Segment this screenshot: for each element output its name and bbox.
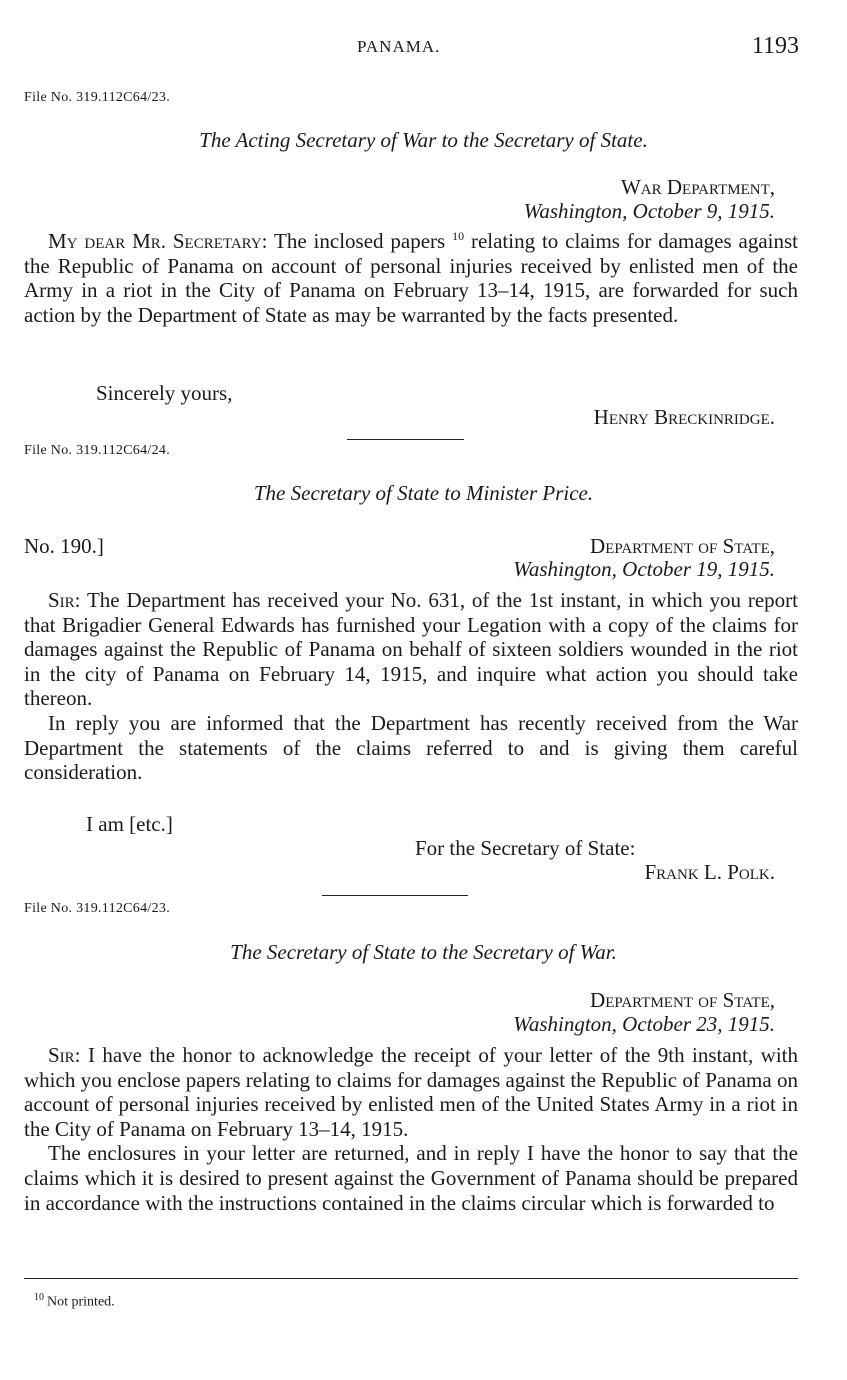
letter-department: Department of State,: [590, 988, 775, 1012]
footnote-rule: [24, 1278, 798, 1279]
footnote-reference: 10: [452, 229, 465, 243]
letter-signature: Frank L. Polk.: [644, 860, 775, 884]
footnote-marker: 10: [34, 1292, 44, 1303]
salutation: Sir:: [48, 588, 81, 612]
body-text: The inclosed papers: [274, 229, 446, 253]
letter-heading: The Secretary of State to the Secretary of War.: [230, 940, 617, 964]
letter-heading: The Acting Secretary of War to the Secretary of State.: [199, 128, 648, 152]
letter-place-date: Washington, October 19, 1915.: [513, 557, 775, 581]
letter-closing: I am [etc.]: [86, 812, 173, 836]
file-number: File No. 319.112C64/24.: [24, 443, 170, 458]
letter-place-date: Washington, October 9, 1915.: [523, 199, 775, 223]
file-number: File No. 319.112C64/23.: [24, 901, 170, 916]
section-divider: [322, 895, 468, 896]
section-divider: [347, 439, 464, 440]
body-text: The enclosures in your letter are returned, and in reply I have the honor to say that the claims which it is desired to present against the Government of Panama should be prepared in accordance with the instructions contained in the claims circular which is forwarded to: [24, 1141, 798, 1215]
letter-body: [24, 229, 798, 327]
letter-body: [24, 588, 798, 785]
letter-heading: The Secretary of State to Minister Price.: [253, 481, 594, 505]
body-text: The Department has received your No. 631, of the 1st instant, in which you report that Brigadier General Edwards has furnished your Legation with a copy of the claims for damages against the Republic of Panama on behalf of sixteen soldiers wounded in the riot in the city of Panama on February 14, 1915, and inquire what action you should take thereon.: [24, 588, 799, 711]
page-number: 1193: [751, 33, 799, 59]
body-text: I have the honor to acknowledge the receipt of your letter of the 9th instant, with which you enclose papers relating to claims for damages against the Republic of Panama on account of personal injuries received by enlisted men of the United States Army in a riot in the City of Panama on February 13–14, 1915.: [24, 1043, 799, 1141]
letter-signature: Henry Breckinridge.: [593, 405, 775, 429]
letter-department: Department of State,: [590, 534, 775, 558]
file-number: File No. 319.112C64/23.: [24, 90, 170, 105]
footnote: [34, 1292, 115, 1311]
body-text: In reply you are informed that the Department has recently received from the War Department the statements of the claims referred to and is giving them careful consideration.: [24, 710, 798, 785]
salutation: My dear Mr. Secretary:: [48, 229, 268, 253]
letter-closing: Sincerely yours,: [96, 381, 233, 405]
letter-department: War Department,: [620, 175, 775, 199]
salutation: Sir:: [48, 1043, 81, 1067]
signature-for: For the Secretary of State:: [415, 836, 636, 860]
letter-body: [24, 1043, 798, 1215]
body-text: relating to claims for damages against the Republic of Panama on account of personal injuries received by enlisted men of the Army in a riot in the City of Panama on February 13–14, 1915, are forwarded for such action by the Department of State as may be warranted by the facts presented.: [24, 229, 799, 327]
running-title: PANAMA.: [357, 37, 441, 56]
footnote-text: Not printed.: [47, 1294, 115, 1310]
despatch-number: No. 190.]: [24, 534, 104, 558]
letter-place-date: Washington, October 23, 1915.: [513, 1012, 775, 1036]
